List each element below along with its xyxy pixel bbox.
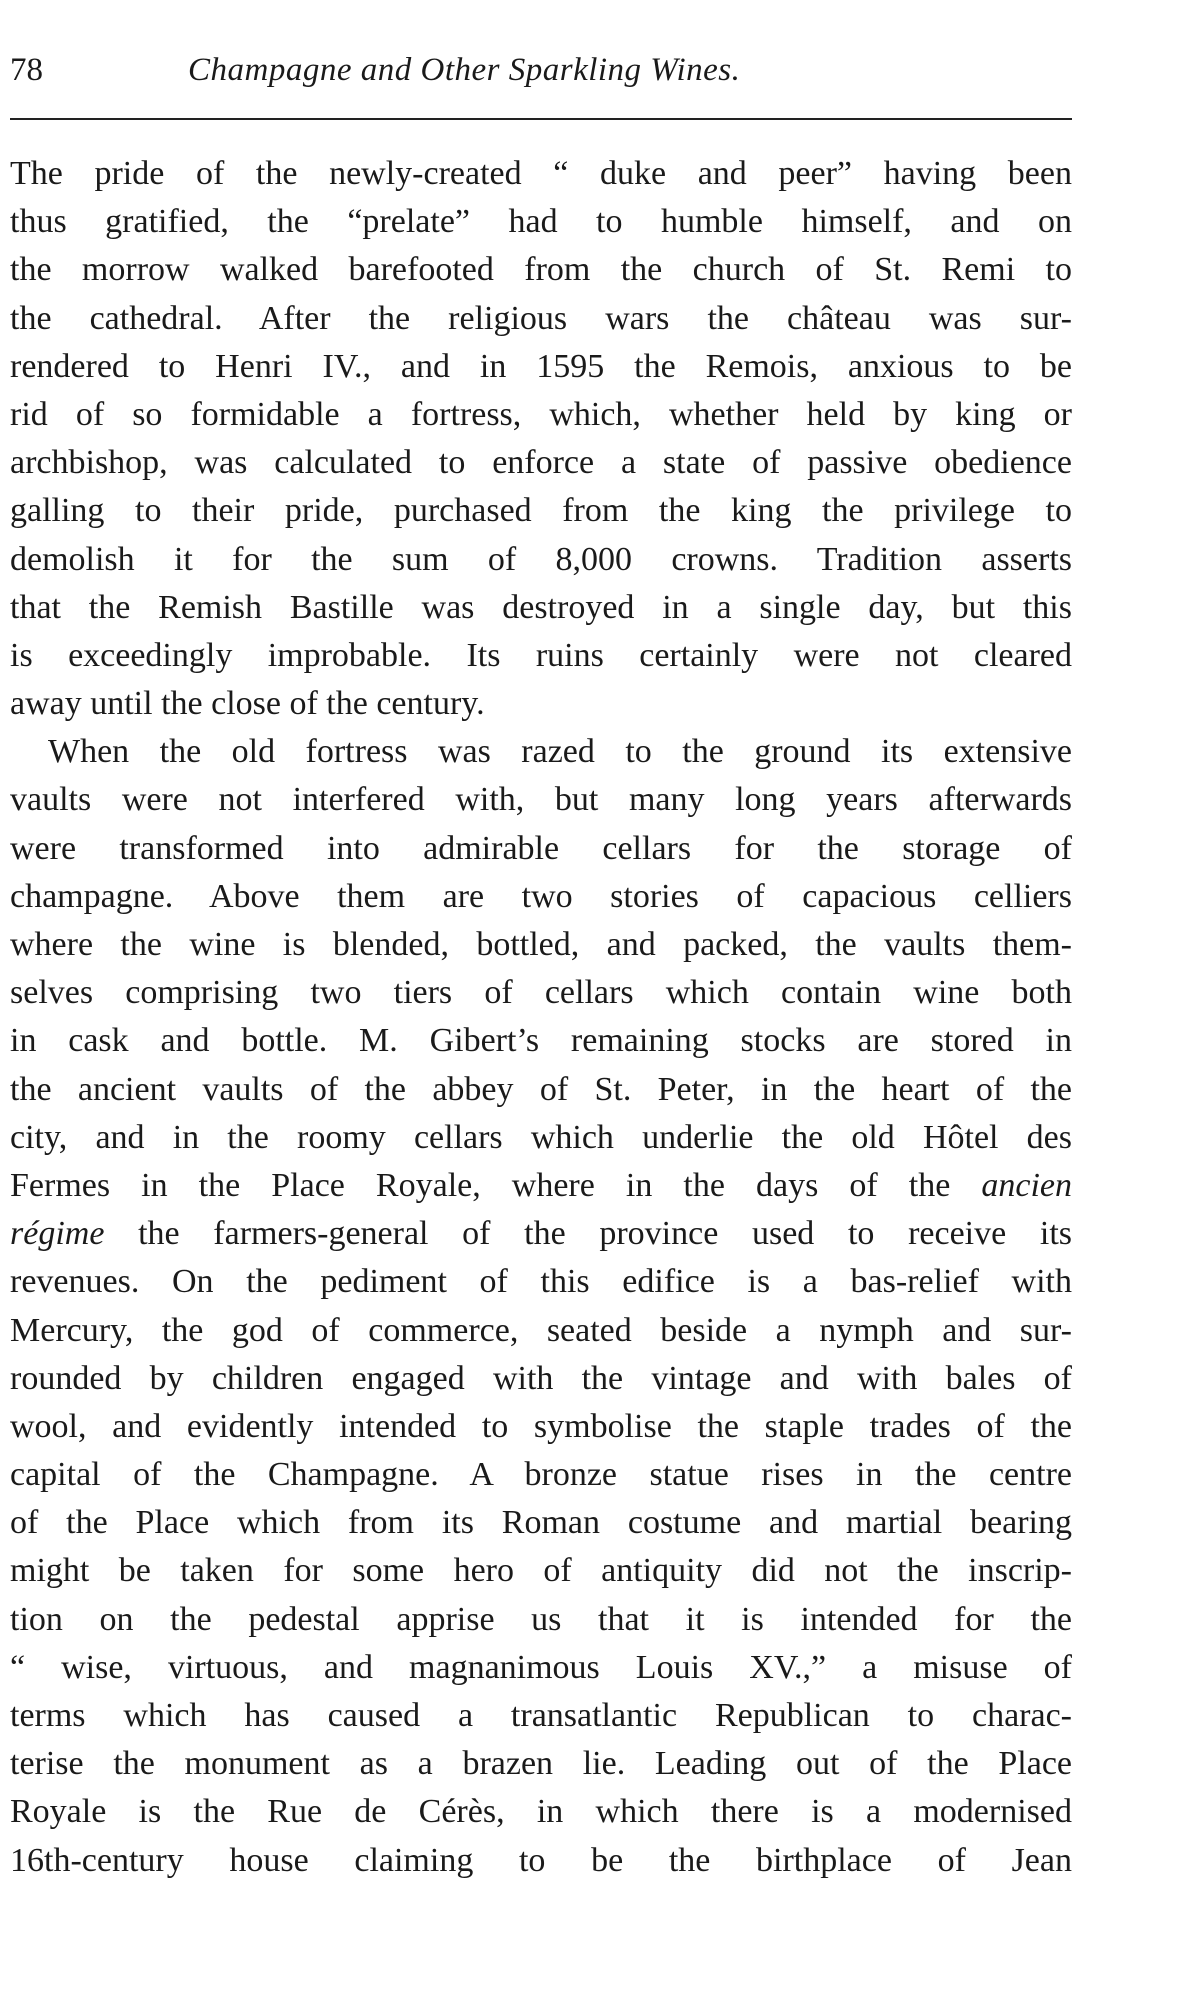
text-line: the ancient vaults of the abbey of St. Peter, in the heart of the [10,1070,1072,1108]
text-line: The pride of the newly-created “ duke and peer” having been [10,155,1072,192]
text-line: terms which has caused a transatlantic Republican to charac- [10,1697,1072,1734]
text-line: Royale is the Rue de Cérès, in which there is a modernised [10,1793,1072,1831]
text-line: might be taken for some hero of antiquity did not the inscrip- [10,1552,1072,1590]
text-line: rendered to Henri IV., and in 1595 the Remois, anxious to be [10,347,1072,385]
text-line-with-italic [10,1210,1072,1258]
page-number: 78 [10,52,43,88]
text-line: tion on the pedestal apprise us that it is intended for the [10,1600,1072,1638]
text-line: the morrow walked barefooted from the church of St. Remi to [10,251,1072,289]
text-line: were transformed into admirable cellars for the storage of [10,829,1072,867]
text-line: When the old fortress was razed to the ground its extensive [48,733,1072,771]
italic-term: ancien [981,1166,1072,1204]
running-title: Champagne and Other Sparkling Wines. [188,52,741,88]
text-line: city, and in the roomy cellars which underlie the old Hôtel des [10,1118,1072,1156]
text-line: thus gratified, the “prelate” had to humble himself, and on [10,203,1072,241]
text-line: archbishop, was calculated to enforce a state of passive obedience [10,444,1072,482]
text-line: that the Remish Bastille was destroyed in a single day, but this [10,588,1072,626]
text-line: demolish it for the sum of 8,000 crowns. Tradition asserts [10,540,1072,578]
text-line: the cathedral. After the religious wars the château was sur- [10,299,1072,337]
text-line: in cask and bottle. M. Gibert’s remaining stocks are stored in [10,1022,1072,1060]
italic-term: régime [10,1215,105,1253]
text-line: is exceedingly improbable. Its ruins certainly were not cleared [10,636,1072,674]
header-rule [10,118,1072,120]
text-line: terise the monument as a brazen lie. Leading out of the Place [10,1745,1072,1783]
text-line: vaults were not interfered with, but many long years afterwards [10,781,1072,819]
text-line: capital of the Champagne. A bronze statue rises in the centre [10,1456,1072,1494]
text-line: revenues. On the pediment of this edifice is a bas-relief with [10,1263,1072,1301]
text-line: Mercury, the god of commerce, seated beside a nymph and sur- [10,1311,1072,1349]
text-line: champagne. Above them are two stories of capacious celliers [10,877,1072,915]
text-line: where the wine is blended, bottled, and packed, the vaults them- [10,926,1072,963]
text-line: wool, and evidently intended to symbolise the staple trades of the [10,1407,1072,1445]
body-text [10,150,1072,1885]
text-fragment: Fermes in the Place Royale, where in the days of the [10,1166,982,1204]
text-line: of the Place which from its Roman costume and martial bearing [10,1504,1072,1542]
text-line-with-italic [10,1162,1072,1210]
text-line: “ wise, virtuous, and magnanimous Louis XV.,” a misuse of [10,1648,1072,1686]
text-line: 16th-century house claiming to be the birthplace of Jean [10,1841,1072,1879]
text-line: rid of so formidable a fortress, which, whether held by king or [10,395,1072,433]
text-line: selves comprising two tiers of cellars which contain wine both [10,974,1072,1012]
page-header [10,52,1072,102]
text-fragment: the farmers-general of the province used to receive its [138,1215,1073,1253]
text-line: rounded by children engaged with the vintage and with bales of [10,1359,1072,1397]
text-line: galling to their pride, purchased from the king the privilege to [10,492,1072,530]
text-line: away until the close of the century. [10,685,485,723]
